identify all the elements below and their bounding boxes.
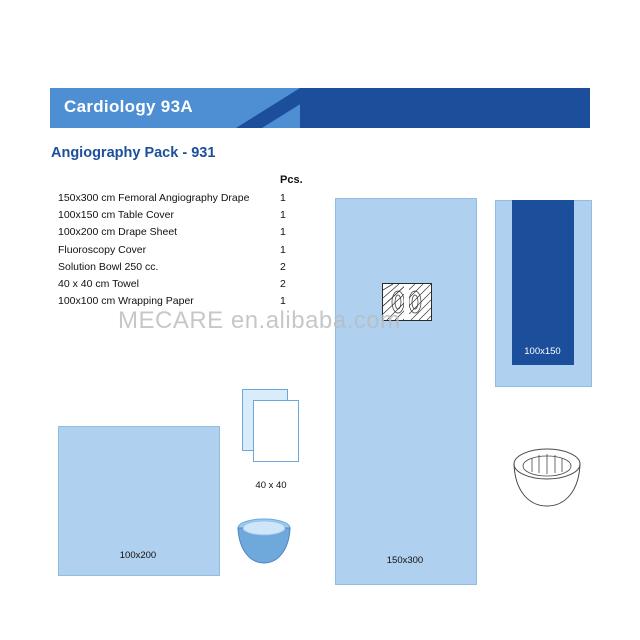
item-qty: 1 (280, 295, 286, 308)
item-name: 100x150 cm Table Cover (58, 209, 174, 222)
label-cover-100x150: 100x150 (524, 346, 561, 357)
item-name: 100x100 cm Wrapping Paper (58, 295, 194, 308)
item-qty: 1 (280, 209, 286, 222)
header-banner (50, 88, 590, 128)
table-row (58, 295, 358, 312)
item-name: Fluoroscopy Cover (58, 243, 147, 256)
contents-table (58, 192, 358, 312)
page-title: Angiography Pack - 931 (51, 145, 216, 161)
fenestration-pattern-icon (383, 284, 431, 320)
table-row (58, 244, 358, 261)
item-name: Solution Bowl 250 cc. (58, 260, 159, 273)
solution-bowl-icon (236, 518, 292, 564)
illustration-drape-150x300 (335, 198, 477, 585)
bowl-outline-icon (510, 448, 584, 508)
illustration-wrapping-paper-bowl (510, 448, 584, 508)
banner-rounded-end (568, 88, 590, 128)
item-qty: 2 (280, 277, 286, 290)
item-name: 100x200 cm Drape Sheet (58, 226, 178, 239)
item-qty: 1 (280, 192, 286, 204)
label-towel-40x40: 40 x 40 (255, 480, 287, 491)
illustration-towel-front (253, 400, 299, 462)
item-name: 150x300 cm Femoral Angiography Drape (58, 192, 250, 204)
item-qty: 1 (280, 243, 286, 256)
table-row (58, 209, 358, 226)
item-qty: 1 (280, 226, 286, 239)
illustration-solution-bowl (236, 518, 292, 564)
table-row (58, 261, 358, 278)
table-row (58, 226, 358, 243)
item-qty: 2 (280, 260, 286, 273)
table-row (58, 278, 358, 295)
label-drape-150x300: 150x300 (386, 555, 424, 566)
item-name: 40 x 40 cm Towel (58, 277, 139, 290)
fenestration-window (382, 283, 432, 321)
table-row (58, 192, 358, 209)
illustration-cover-100x150-fold (512, 200, 574, 365)
product-datasheet (50, 88, 590, 598)
watermark-text: MECARE en.alibaba.com (118, 307, 401, 334)
label-sheet-100x200: 100x200 (119, 550, 157, 561)
category-title: Cardiology 93A (64, 97, 193, 116)
table-header-pcs: Pcs. (280, 174, 303, 186)
